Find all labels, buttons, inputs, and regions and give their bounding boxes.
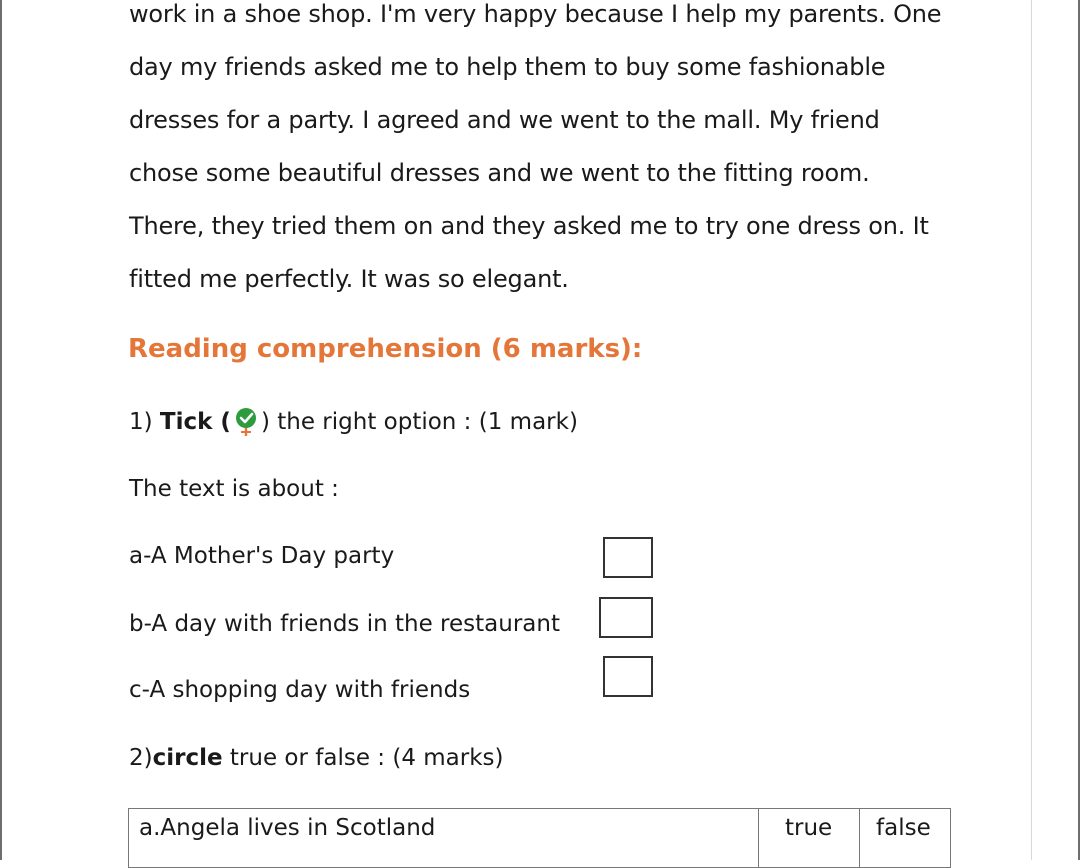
question-2: [129, 745, 504, 771]
option-a: a-A Mother's Day party: [129, 543, 395, 569]
true-option[interactable]: true: [759, 809, 860, 867]
tick-box-a[interactable]: [603, 537, 653, 578]
tick-box-b[interactable]: [599, 597, 653, 638]
true-false-row: [128, 808, 951, 868]
green-check-pin-icon: [233, 407, 259, 437]
passage-line: chose some beautiful dresses and we went to the fitting room.: [129, 159, 870, 187]
passage-line: dresses for a party. I agreed and we went to the mall. My friend: [129, 106, 880, 134]
question-2-number: 2): [129, 745, 153, 771]
passage-line: work in a shoe shop. I'm very happy because I help my parents. One: [129, 0, 942, 28]
passage-line: day my friends asked me to help them to buy some fashionable: [129, 53, 886, 81]
question-2-keyword: circle: [152, 745, 223, 771]
question-1-stem: The text is about :: [129, 476, 339, 502]
question-1: [129, 407, 578, 437]
option-c: c-A shopping day with friends: [129, 677, 471, 703]
passage-line: fitted me perfectly. It was so elegant.: [129, 265, 569, 293]
question-1-number: 1): [129, 409, 153, 435]
option-b: b-A day with friends in the restaurant: [129, 611, 560, 637]
question-1-keyword: Tick (: [159, 409, 231, 435]
left-frame-edge: [0, 0, 2, 860]
question-1-text: ) the right option : (1 mark): [260, 409, 578, 435]
question-2-text: true or false : (4 marks): [222, 745, 504, 771]
false-option[interactable]: false: [876, 815, 931, 841]
section-heading: Reading comprehension (6 marks):: [128, 334, 643, 364]
page-edge: [1031, 0, 1032, 860]
statement-cell: a.Angela lives in Scotland: [129, 809, 759, 867]
tick-box-c[interactable]: [603, 656, 653, 697]
passage-line: There, they tried them on and they asked me to try one dress on. It: [129, 212, 929, 240]
